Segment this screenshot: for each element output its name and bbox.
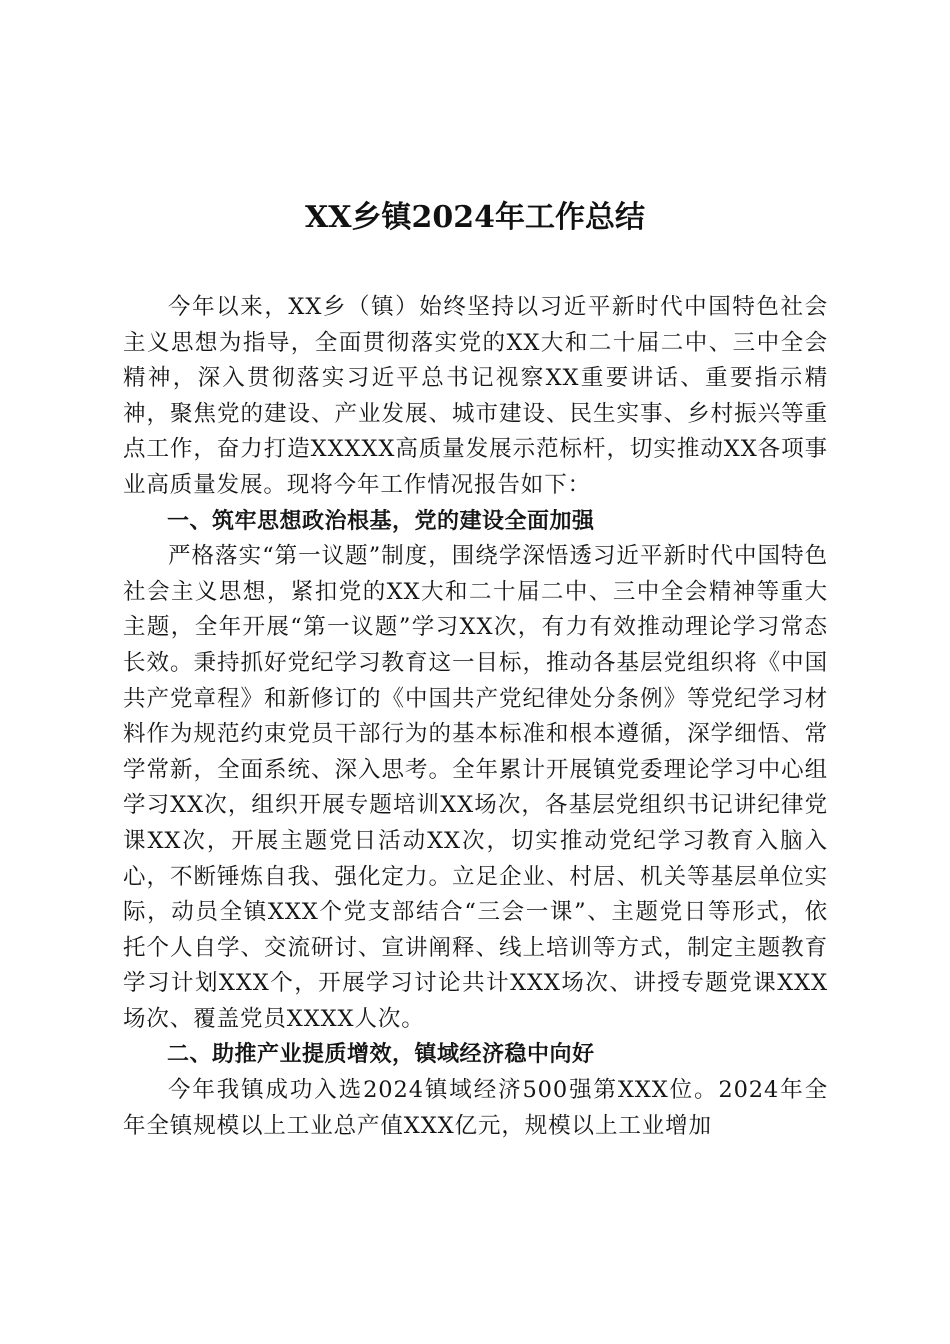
section-heading-1: 一、筑牢思想政治根基，党的建设全面加强 — [167, 508, 595, 534]
section-paragraph-2: 今年我镇成功入选2024镇域经济500强第XXX位。2024年全年全镇规模以上工业总产值XXX亿元，规模以上工业增加 — [123, 1077, 828, 1139]
section-heading-2: 二、助推产业提质增效，镇域经济稳中向好 — [167, 1042, 595, 1068]
section-paragraph-1: 严格落实“第一议题”制度，围绕学深悟透习近平新时代中国特色社会主义思想，紧扣党的XX大和二十届二中、三中全会精神等重大主题，全年开展“第一议题”学习XX次，有力有效推动理论学习常态长效。秉持抓好党纪学习教育这一目标，推动各基层党组织将《中国共产党章程》和新修订的《中国共产党纪律处分条例》等党纪学习材料作为规范约束党员干部行为的基本标准和根本遵循，深学细悟、常学常新，全面系统、深入思考。全年累计开展镇党委理论学习中心组学习XX次，组织开展专题培训XX场次，各基层党组织书记讲纪律党课XX次，开展主题党日活动XX次，切实推动党纪学习教育入脑入心，不断锤炼自我、强化定力。立足企业、村居、机关等基层单位实际，动员全镇XXX个党支部结合“三会一课”、主题党日等形式，依托个人自学、交流研讨、宣讲阐释、线上培训等方式，制定主题教育学习计划XXX个，开展学习讨论共计XXX场次、讲授专题党课XXX场次、覆盖党员XXXX人次。 — [123, 543, 828, 1032]
document-title: XX乡镇2024年工作总结 — [304, 200, 646, 235]
document-body — [123, 290, 828, 1144]
intro-paragraph: 今年以来，XX乡（镇）始终坚持以习近平新时代中国特色社会主义思想为指导，全面贯彻落实党的XX大和二十届二中、三中全会精神，深入贯彻落实习近平总书记视察XX重要讲话、重要指示精神，聚焦党的建设、产业发展、城市建设、民生实事、乡村振兴等重点工作，奋力打造XXXXX高质量发展示范标杆，切实推动XX各项事业高质量发展。现将今年工作情况报告如下： — [123, 294, 828, 498]
